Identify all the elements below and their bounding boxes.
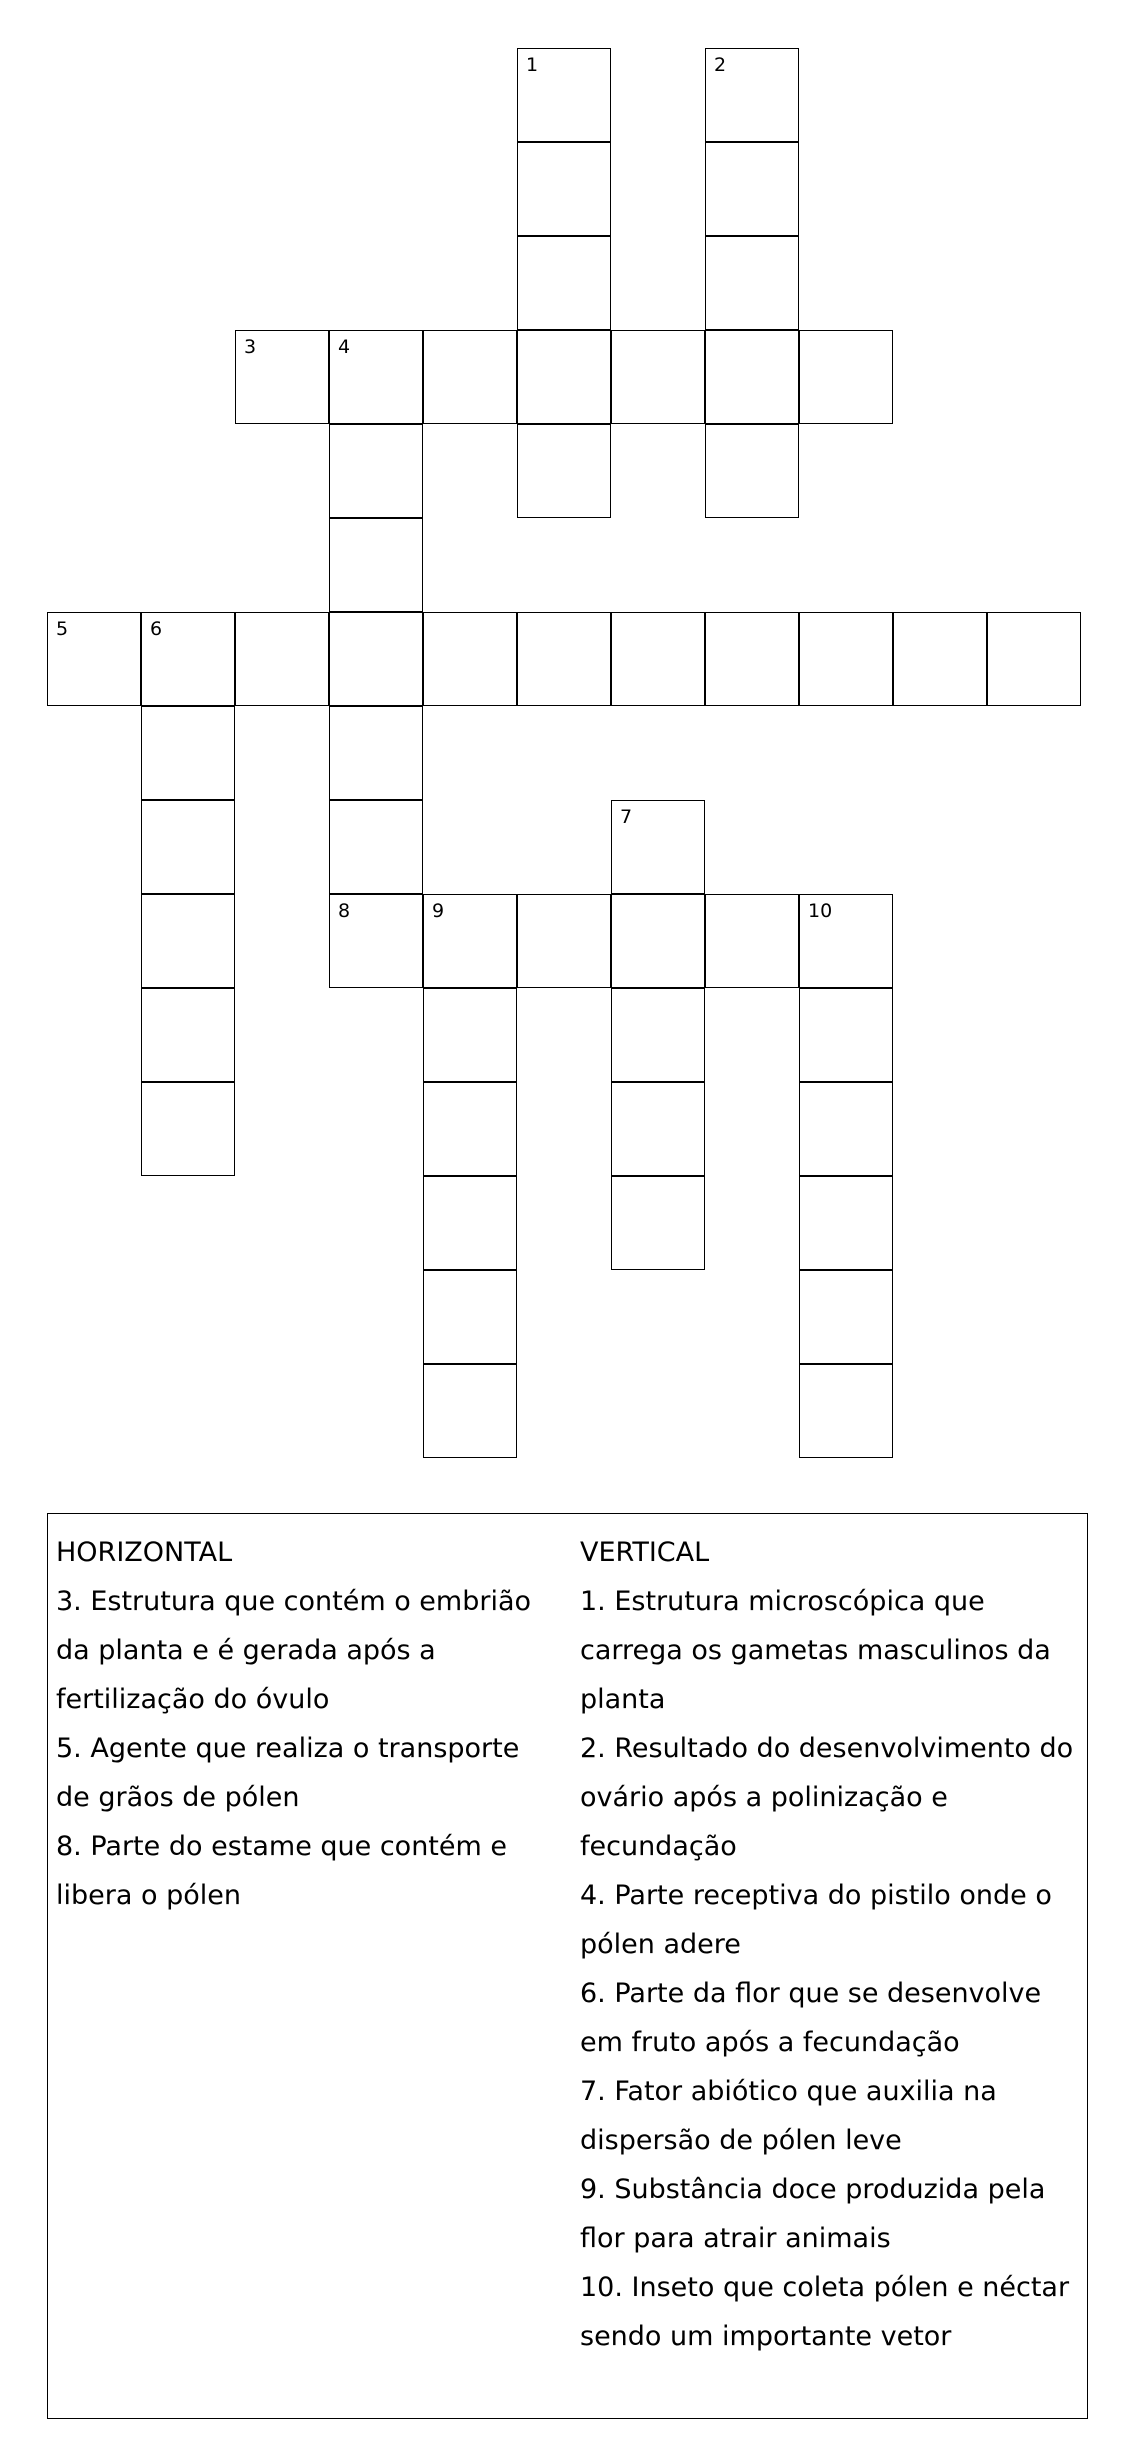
clue-down-2: 2. Resultado do desenvolvimento do ovário após a polinização e fecundação: [580, 1733, 1074, 1862]
grid-cell-r13-c8[interactable]: [799, 1176, 893, 1270]
grid-cell-r10-c1[interactable]: [141, 894, 235, 988]
grid-cell-r12-c8[interactable]: [799, 1082, 893, 1176]
grid-cell-r7-c1[interactable]: [141, 612, 235, 706]
grid-cell-r12-c1[interactable]: [141, 1082, 235, 1176]
vertical-heading: VERTICAL: [580, 1537, 710, 1568]
clue-number-10: 10: [808, 900, 833, 922]
grid-cell-r12-c6[interactable]: [611, 1082, 705, 1176]
grid-cell-r15-c4[interactable]: [423, 1364, 517, 1458]
grid-cell-r4-c2[interactable]: [235, 330, 329, 424]
clue-number-6: 6: [150, 618, 163, 640]
grid-cell-r7-c4[interactable]: [423, 612, 517, 706]
grid-cell-r3-c7[interactable]: [705, 236, 799, 330]
clue-number-2: 2: [714, 54, 727, 76]
grid-cell-r6-c3[interactable]: [329, 518, 423, 612]
grid-cell-r7-c2[interactable]: [235, 612, 329, 706]
grid-cell-r8-c1[interactable]: [141, 706, 235, 800]
grid-cell-r7-c6[interactable]: [611, 612, 705, 706]
grid-cell-r14-c4[interactable]: [423, 1270, 517, 1364]
clue-number-5: 5: [56, 618, 69, 640]
grid-cell-r11-c1[interactable]: [141, 988, 235, 1082]
grid-cell-r10-c8[interactable]: [799, 894, 893, 988]
grid-cell-r7-c9[interactable]: [893, 612, 987, 706]
grid-cell-r7-c3[interactable]: [329, 612, 423, 706]
grid-cell-r7-c8[interactable]: [799, 612, 893, 706]
grid-cell-r7-c7[interactable]: [705, 612, 799, 706]
clue-number-1: 1: [526, 54, 539, 76]
grid-cell-r8-c3[interactable]: [329, 706, 423, 800]
clue-down-10: 10. Inseto que coleta pólen e néctar sendo um importante vetor: [580, 2272, 1070, 2352]
clue-number-3: 3: [244, 336, 257, 358]
vertical-clues: [580, 1528, 1080, 2361]
grid-cell-r7-c0[interactable]: [47, 612, 141, 706]
horizontal-heading: HORIZONTAL: [56, 1537, 233, 1568]
grid-cell-r10-c7[interactable]: [705, 894, 799, 988]
horizontal-clues: [56, 1528, 556, 1920]
grid-cell-r4-c8[interactable]: [799, 330, 893, 424]
grid-cell-r7-c5[interactable]: [517, 612, 611, 706]
grid-cell-r1-c5[interactable]: [517, 48, 611, 142]
grid-cell-r9-c6[interactable]: [611, 800, 705, 894]
clue-down-9: 9. Substância doce produzida pela flor para atrair animais: [580, 2174, 1046, 2254]
grid-cell-r2-c7[interactable]: [705, 142, 799, 236]
grid-cell-r4-c3[interactable]: [329, 330, 423, 424]
grid-cell-r5-c5[interactable]: [517, 424, 611, 518]
clue-across-3: 3. Estrutura que contém o embrião da planta e é gerada após a fertilização do óvulo: [56, 1586, 532, 1715]
clue-down-1: 1. Estrutura microscópica que carrega os gametas masculinos da planta: [580, 1586, 1051, 1715]
grid-cell-r11-c4[interactable]: [423, 988, 517, 1082]
grid-cell-r14-c8[interactable]: [799, 1270, 893, 1364]
clues-box: [47, 1513, 1088, 2419]
grid-cell-r15-c8[interactable]: [799, 1364, 893, 1458]
clue-across-8: 8. Parte do estame que contém e libera o pólen: [56, 1831, 507, 1911]
clue-down-4: 4. Parte receptiva do pistilo onde o pólen adere: [580, 1880, 1052, 1960]
grid-cell-r10-c6[interactable]: [611, 894, 705, 988]
clue-number-7: 7: [620, 806, 633, 828]
grid-cell-r1-c7[interactable]: [705, 48, 799, 142]
clue-across-5: 5. Agente que realiza o transporte de grãos de pólen: [56, 1733, 520, 1813]
grid-cell-r9-c3[interactable]: [329, 800, 423, 894]
clue-down-6: 6. Parte da flor que se desenvolve em fruto após a fecundação: [580, 1978, 1042, 2058]
grid-cell-r2-c5[interactable]: [517, 142, 611, 236]
grid-cell-r13-c4[interactable]: [423, 1176, 517, 1270]
clue-number-9: 9: [432, 900, 445, 922]
grid-cell-r4-c6[interactable]: [611, 330, 705, 424]
clue-number-4: 4: [338, 336, 351, 358]
grid-cell-r4-c7[interactable]: [705, 330, 799, 424]
grid-cell-r5-c7[interactable]: [705, 424, 799, 518]
grid-cell-r3-c5[interactable]: [517, 236, 611, 330]
grid-cell-r12-c4[interactable]: [423, 1082, 517, 1176]
grid-cell-r9-c1[interactable]: [141, 800, 235, 894]
grid-cell-r5-c3[interactable]: [329, 424, 423, 518]
grid-cell-r10-c4[interactable]: [423, 894, 517, 988]
grid-cell-r11-c6[interactable]: [611, 988, 705, 1082]
grid-cell-r4-c4[interactable]: [423, 330, 517, 424]
clue-down-7: 7. Fator abiótico que auxilia na dispersão de pólen leve: [580, 2076, 997, 2156]
grid-cell-r4-c5[interactable]: [517, 330, 611, 424]
grid-cell-r13-c6[interactable]: [611, 1176, 705, 1270]
grid-cell-r11-c8[interactable]: [799, 988, 893, 1082]
grid-cell-r10-c3[interactable]: [329, 894, 423, 988]
clue-number-8: 8: [338, 900, 351, 922]
grid-cell-r7-c10[interactable]: [987, 612, 1081, 706]
grid-cell-r10-c5[interactable]: [517, 894, 611, 988]
